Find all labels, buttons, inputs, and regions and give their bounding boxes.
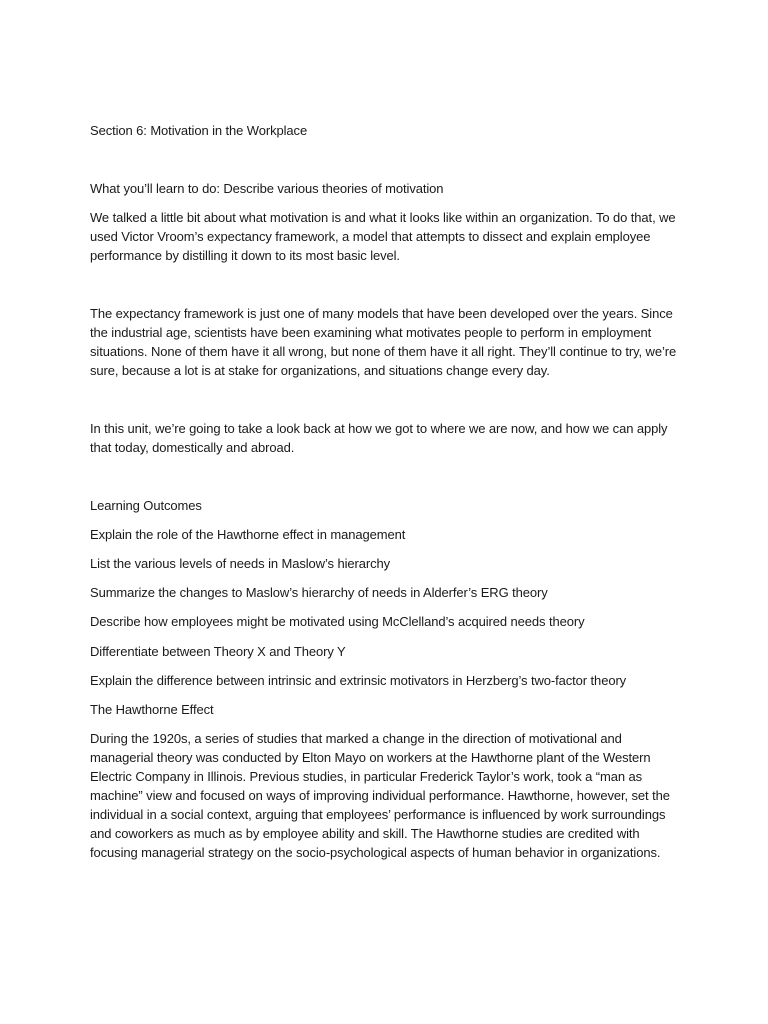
- outcome-item: List the various levels of needs in Maslow’s hierarchy: [90, 556, 391, 571]
- intro-paragraph: We talked a little bit about what motivation is and what it looks like within an organization. To do that, we used Victor Vroom’s expectancy framework, a model that attempts to dissect and explain employee performance by distilling it down to its most basic level.: [90, 210, 676, 263]
- hawthorne-heading: The Hawthorne Effect: [90, 702, 214, 717]
- outcome-item: Differentiate between Theory X and Theory Y: [90, 644, 346, 659]
- intro-paragraph: The expectancy framework is just one of many models that have been developed over the years. Since the industrial age, scientists have been examining what motivates people to perform in employment situations. None of them have it all wrong, but none of them have it all right. They’ll continue to try, we’re sure, because a lot is at stake for organizations, and situations change every day.: [90, 306, 677, 378]
- outcome-item: Explain the difference between intrinsic and extrinsic motivators in Herzberg’s two-factor theory: [90, 673, 627, 688]
- outcome-item: Describe how employees might be motivated using McClelland’s acquired needs theory: [90, 614, 585, 629]
- outcomes-heading: Learning Outcomes: [90, 498, 202, 513]
- hawthorne-paragraph: During the 1920s, a series of studies that marked a change in the direction of motivational and managerial theory was conducted by Elton Mayo on workers at the Hawthorne plant of the Western Electric Company in Illinois. Previous studies, in particular Frederick Taylor’s work, took a “man as machine” view and focused on ways of improving individual performance. Hawthorne, however, set the individual in a social context, arguing that employees’ performance is influenced by work surroundings and coworkers as much as by employee ability and skill. The Hawthorne studies are credited with focusing managerial strategy on the socio-psychological aspects of human behavior in organizations.: [90, 731, 670, 860]
- section-title: Section 6: Motivation in the Workplace: [90, 123, 308, 138]
- intro-paragraph: In this unit, we’re going to take a look back at how we got to where we are now, and how we can apply that today, domestically and abroad.: [90, 421, 668, 455]
- subheading: What you’ll learn to do: Describe various theories of motivation: [90, 181, 444, 196]
- outcome-item: Summarize the changes to Maslow’s hierarchy of needs in Alderfer’s ERG theory: [90, 585, 548, 600]
- outcome-item: Explain the role of the Hawthorne effect in management: [90, 527, 406, 542]
